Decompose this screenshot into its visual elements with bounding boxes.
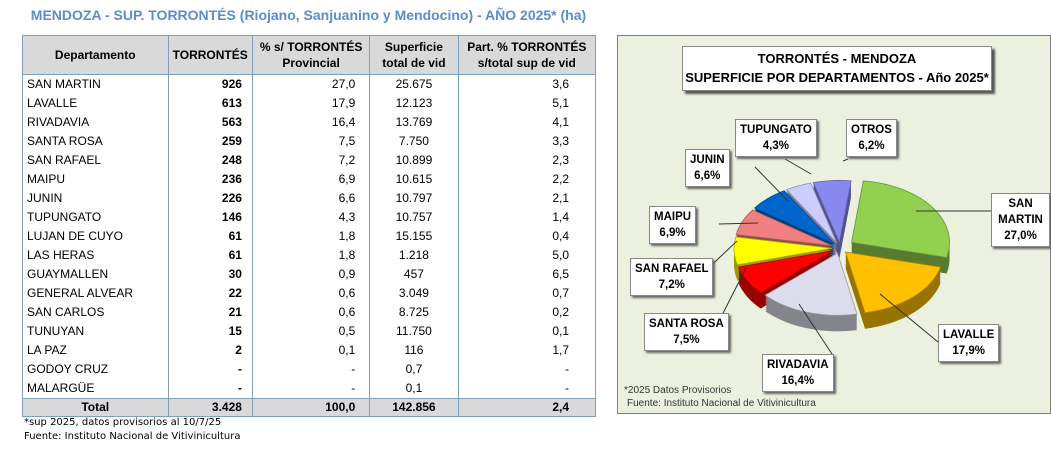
table-row — [23, 132, 596, 151]
table-cell: 0,1 — [252, 341, 369, 360]
table-cell: 1,8 — [252, 227, 369, 246]
table-row — [23, 360, 596, 379]
table-title: MENDOZA - SUP. TORRONTÉS (Riojano, Sanjuanino y Mendocino) - AÑO 2025* (ha) — [30, 7, 587, 23]
table-cell: 30 — [168, 265, 252, 284]
table-cell: 0,6 — [252, 284, 369, 303]
column-header: Superficie total de vid — [370, 36, 458, 75]
table-cell: 10.899 — [370, 151, 458, 170]
table-cell: 6,5 — [458, 265, 595, 284]
table-cell: 12.123 — [370, 94, 458, 113]
data-label: MAIPU 6,9% — [649, 206, 696, 244]
table-row — [23, 113, 596, 132]
table-cell: 25.675 — [370, 75, 458, 95]
table-cell: 4,1 — [458, 113, 595, 132]
table-cell: 0,4 — [458, 227, 595, 246]
table-cell: SANTA ROSA — [23, 132, 169, 151]
table-row — [23, 208, 596, 227]
table-row — [23, 341, 596, 360]
chart-note: *2025 Datos Provisorios — [624, 385, 732, 396]
column-header: % s/ TORRONTÉS Provincial — [252, 36, 369, 75]
table-cell: 5,1 — [458, 94, 595, 113]
table-row — [23, 75, 596, 95]
table-cell: 22 — [168, 284, 252, 303]
table-cell: 15.155 — [370, 227, 458, 246]
column-header: Part. % TORRONTÉS s/total sup de vid — [458, 36, 595, 75]
table-cell: 1.218 — [370, 246, 458, 265]
table-row — [23, 379, 596, 399]
total-cell: 2,4 — [458, 399, 595, 417]
chart-source: Fuente: Instituto Nacional de Vitivinicultura — [627, 398, 816, 409]
table-row — [23, 151, 596, 170]
table-cell: GODOY CRUZ — [23, 360, 169, 379]
table-cell: 1,7 — [458, 341, 595, 360]
table-cell: 17,9 — [252, 94, 369, 113]
table-cell: 7,5 — [252, 132, 369, 151]
table-cell: 3,3 — [458, 132, 595, 151]
table-cell: 0,5 — [252, 322, 369, 341]
table-cell: 27,0 — [252, 75, 369, 95]
table-cell: 0,1 — [370, 379, 458, 399]
table-cell: SAN CARLOS — [23, 303, 169, 322]
table-cell: 2,1 — [458, 189, 595, 208]
table-cell: 10.757 — [370, 208, 458, 227]
table-cell: 146 — [168, 208, 252, 227]
table-cell: 10.615 — [370, 170, 458, 189]
table-cell: LA PAZ — [23, 341, 169, 360]
table-cell: - — [458, 379, 595, 399]
column-header: Departamento — [23, 36, 169, 75]
table-cell: 61 — [168, 227, 252, 246]
table-cell: 2,3 — [458, 151, 595, 170]
table-cell: 7,2 — [252, 151, 369, 170]
table-cell: TUNUYAN — [23, 322, 169, 341]
table-row — [23, 170, 596, 189]
table-cell: 3,6 — [458, 75, 595, 95]
table-cell: 61 — [168, 246, 252, 265]
table-row — [23, 265, 596, 284]
table-cell: 0,7 — [458, 284, 595, 303]
table-cell: - — [168, 379, 252, 399]
table-cell: 0,6 — [252, 303, 369, 322]
table-cell: 15 — [168, 322, 252, 341]
table-cell: 236 — [168, 170, 252, 189]
table-cell: 7.750 — [370, 132, 458, 151]
data-label: TUPUNGATO 4,3% — [735, 119, 817, 157]
table-row — [23, 322, 596, 341]
table-cell: 2 — [168, 341, 252, 360]
pie-chart-panel — [617, 35, 1051, 414]
table-cell: 16,4 — [252, 113, 369, 132]
total-cell: Total — [23, 399, 169, 417]
table-cell: 563 — [168, 113, 252, 132]
data-label: JUNIN 6,6% — [685, 149, 730, 187]
table-cell: - — [458, 360, 595, 379]
source-note: Fuente: Instituto Nacional de Vitivinicultura — [24, 431, 241, 442]
torrontes-table — [22, 35, 596, 417]
data-label: SAN RAFAEL 7,2% — [630, 258, 713, 296]
table-cell: 248 — [168, 151, 252, 170]
table-cell: LUJAN DE CUYO — [23, 227, 169, 246]
table-cell: GUAYMALLEN — [23, 265, 169, 284]
total-cell: 100,0 — [252, 399, 369, 417]
table-row — [23, 94, 596, 113]
table-cell: LAVALLE — [23, 94, 169, 113]
table-cell: SAN RAFAEL — [23, 151, 169, 170]
table-cell: SAN MARTIN — [23, 75, 169, 95]
table-cell: 1,4 — [458, 208, 595, 227]
table-row — [23, 189, 596, 208]
table-cell: 3.049 — [370, 284, 458, 303]
table-row — [23, 284, 596, 303]
table-cell: 6,6 — [252, 189, 369, 208]
table-cell: - — [168, 360, 252, 379]
leader-line — [755, 167, 788, 201]
total-cell: 142.856 — [370, 399, 458, 417]
table-cell: 457 — [370, 265, 458, 284]
chart-title: TORRONTÉS - MENDOZA SUPERFICIE POR DEPARTAMENTOS - Año 2025* — [682, 46, 992, 91]
leader-line — [843, 159, 848, 161]
total-cell: 3.428 — [168, 399, 252, 417]
table-cell: - — [252, 360, 369, 379]
table-cell: 116 — [370, 341, 458, 360]
table-cell: 8.725 — [370, 303, 458, 322]
table-cell: 0,1 — [458, 322, 595, 341]
table-cell: 10.797 — [370, 189, 458, 208]
table-cell: 21 — [168, 303, 252, 322]
table-cell: 1,8 — [252, 246, 369, 265]
table-cell: 4,3 — [252, 208, 369, 227]
table-cell: - — [252, 379, 369, 399]
total-row — [23, 399, 596, 417]
data-label: RIVADAVIA 16,4% — [762, 354, 834, 392]
table-cell: MALARGÜE — [23, 379, 169, 399]
footnote: *sup 2025, datos provisorios al 10/7/25 — [24, 417, 222, 428]
table-cell: 5,0 — [458, 246, 595, 265]
table-cell: 13.769 — [370, 113, 458, 132]
table-cell: GENERAL ALVEAR — [23, 284, 169, 303]
table-cell: 6,9 — [252, 170, 369, 189]
table-cell: RIVADAVIA — [23, 113, 169, 132]
table-cell: 0,2 — [458, 303, 595, 322]
table-cell: JUNIN — [23, 189, 169, 208]
table-cell: 613 — [168, 94, 252, 113]
column-header: TORRONTÉS — [168, 36, 252, 75]
table-row — [23, 246, 596, 265]
leader-line — [785, 159, 811, 174]
table-cell: 0,7 — [370, 360, 458, 379]
table-cell: 11.750 — [370, 322, 458, 341]
data-label: LAVALLE 17,9% — [938, 324, 999, 362]
table-cell: 2,2 — [458, 170, 595, 189]
table-row — [23, 227, 596, 246]
data-label: SANTA ROSA 7,5% — [644, 313, 729, 351]
table-cell: MAIPU — [23, 170, 169, 189]
data-label: SAN MARTIN 27,0% — [991, 193, 1050, 247]
table-cell: 926 — [168, 75, 252, 95]
table-row — [23, 303, 596, 322]
table-cell: 226 — [168, 189, 252, 208]
table-cell: TUPUNGATO — [23, 208, 169, 227]
table-cell: 0,9 — [252, 265, 369, 284]
data-label: OTROS 6,2% — [846, 119, 897, 157]
table-cell: 259 — [168, 132, 252, 151]
table-cell: LAS HERAS — [23, 246, 169, 265]
